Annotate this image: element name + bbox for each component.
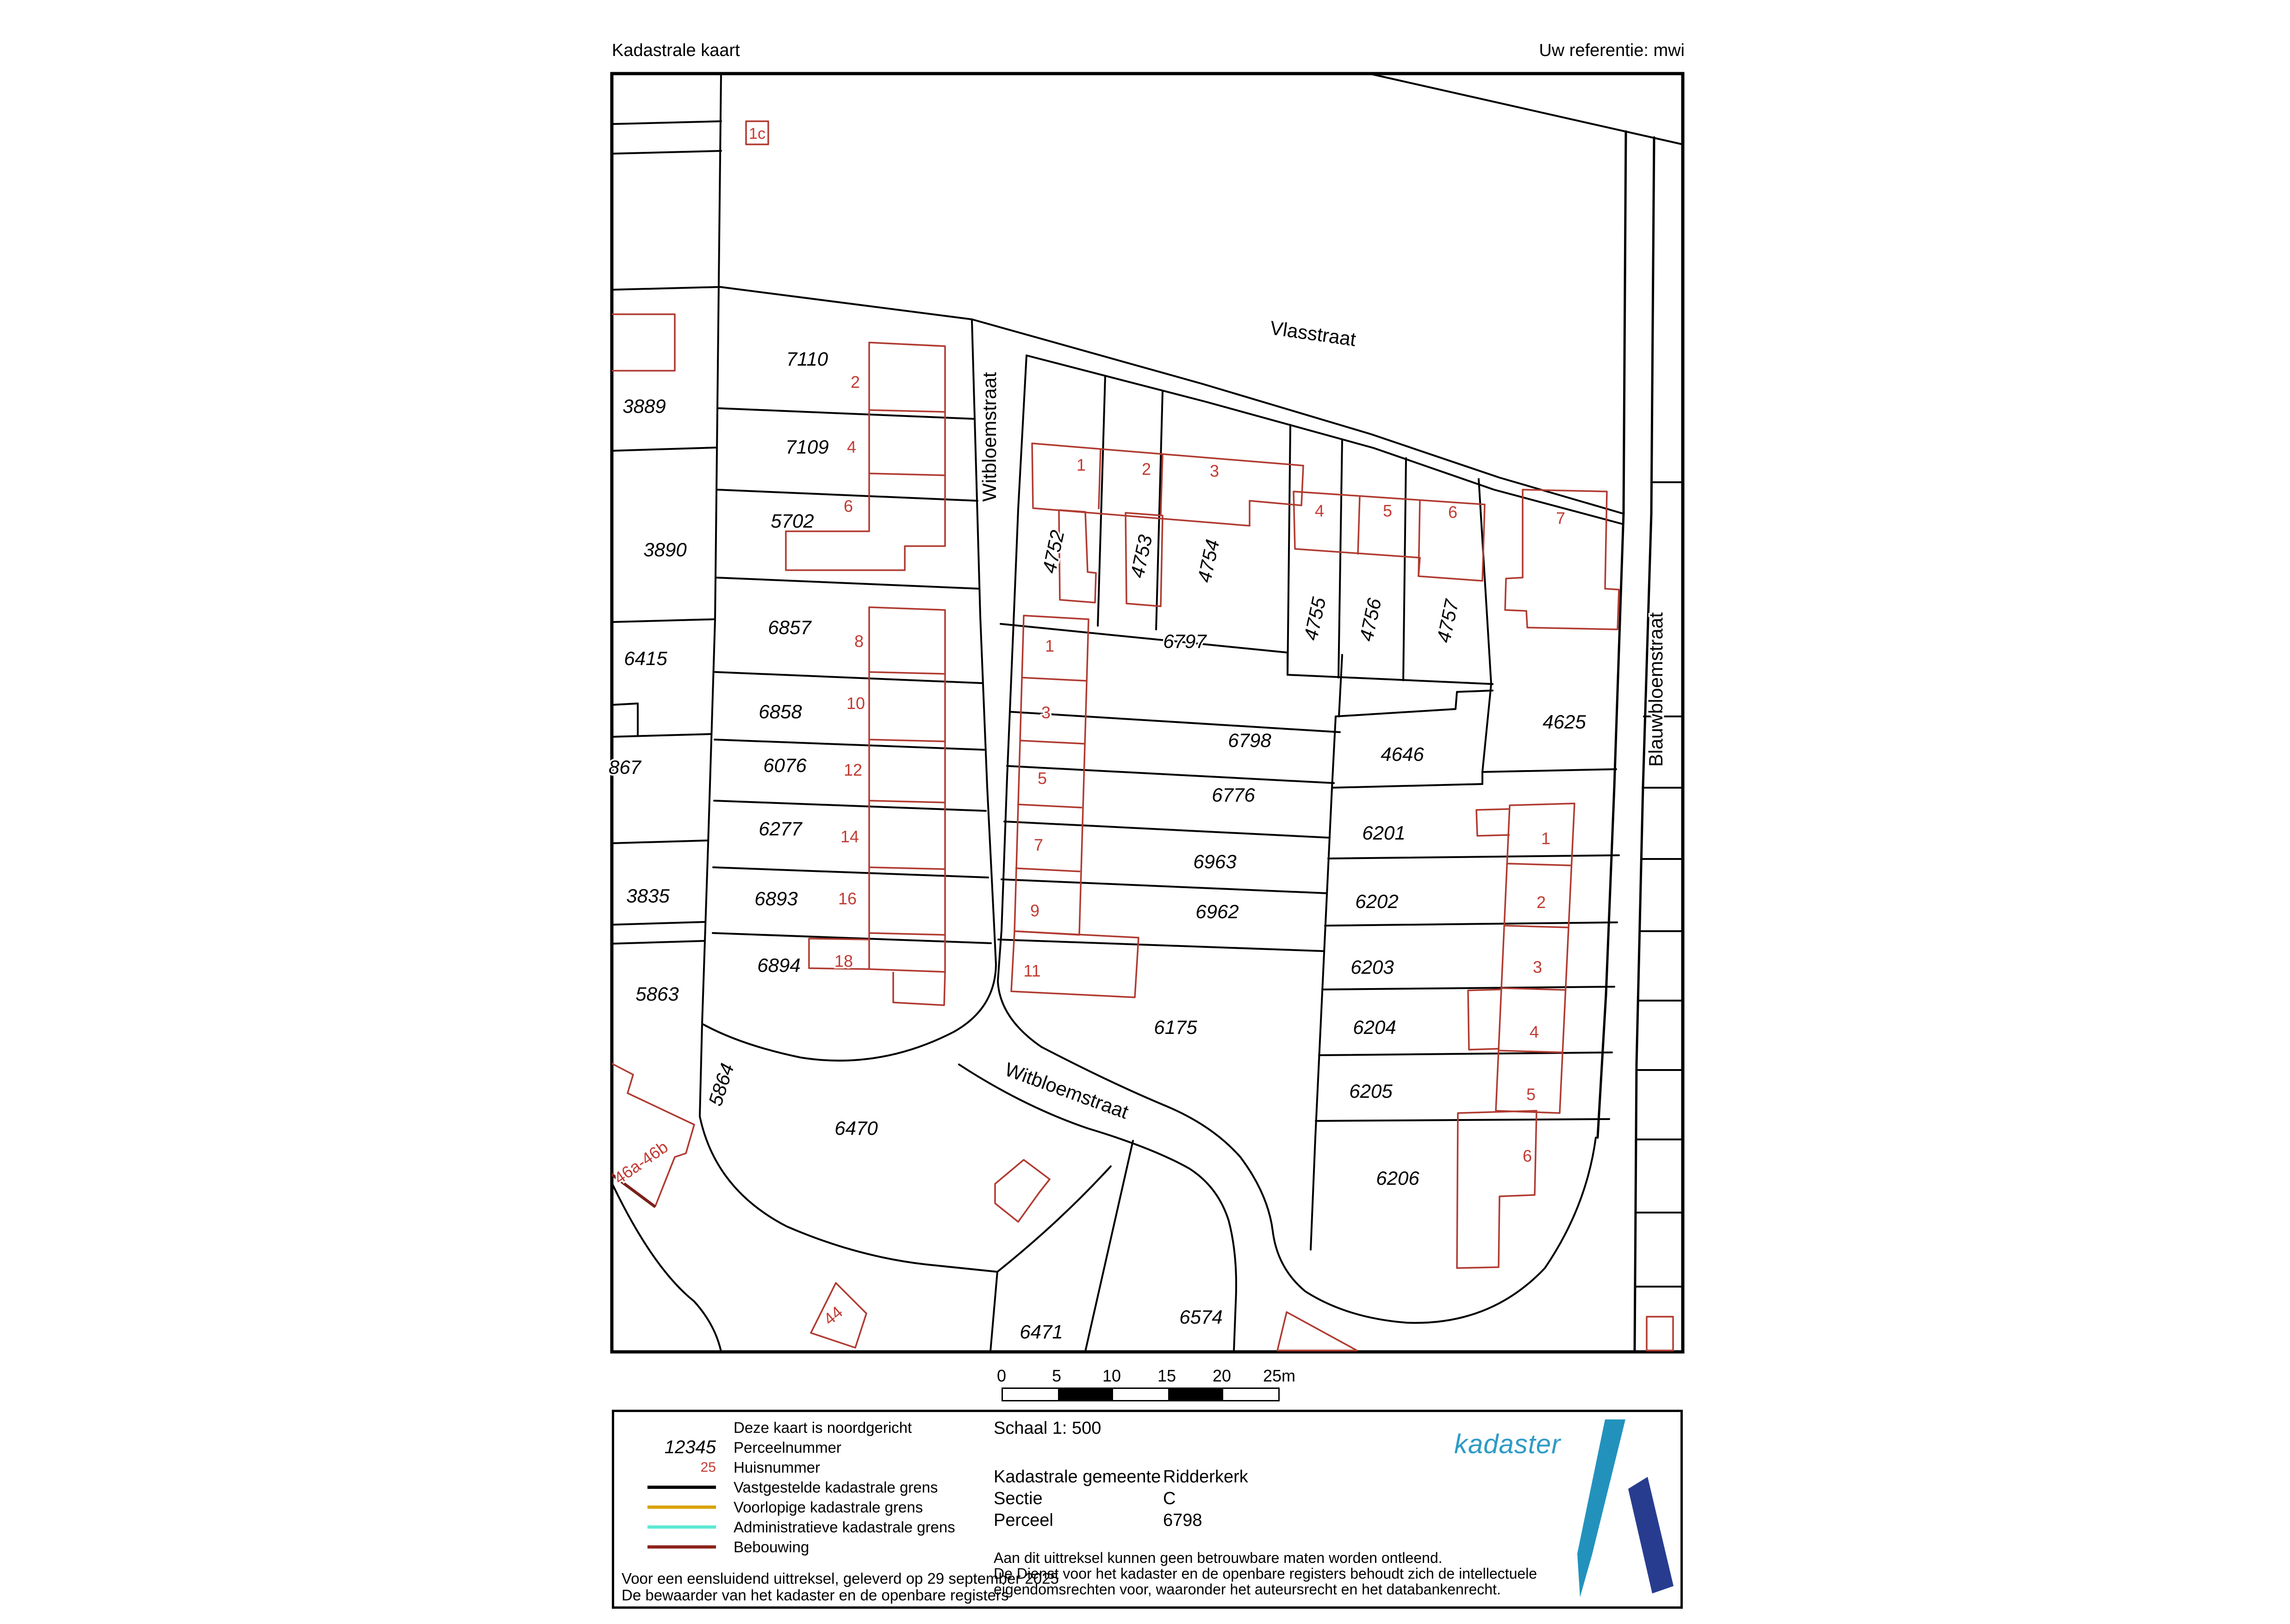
- house-number-label: 2: [1536, 893, 1546, 912]
- parcel-number-label: 4755: [1300, 595, 1330, 642]
- legend-item-label: Voorlopige kadastrale grens: [734, 1498, 923, 1516]
- house-number-label: 12: [843, 760, 863, 779]
- scale-segment: [1058, 1389, 1113, 1400]
- house-number-label: 5: [1526, 1085, 1536, 1104]
- legend-item: [647, 1477, 955, 1497]
- house-number-label: 46a-46b: [610, 1137, 672, 1188]
- parcel-number-label: 6776: [1212, 784, 1255, 806]
- info-value: 6798: [1163, 1511, 1202, 1530]
- scale-label: Schaal 1: 500: [994, 1419, 1101, 1438]
- house-number-label: 6: [1522, 1146, 1532, 1165]
- kadaster-logo: [1454, 1416, 1676, 1605]
- scale-tick-label: 20: [1212, 1366, 1232, 1385]
- house-number-label: 11: [1023, 961, 1041, 980]
- page-title: Kadastrale kaart: [612, 41, 740, 60]
- parcel-number-label: 5863: [635, 983, 679, 1005]
- parcel-number-label: 3835: [626, 885, 670, 907]
- reference-label: Uw referentie: mwi: [1539, 41, 1685, 60]
- parcel-number-label: 6893: [754, 888, 798, 909]
- parcel-number-label: 4757: [1432, 597, 1463, 645]
- parcel-number-label: 6076: [763, 754, 807, 776]
- house-number-label: 7: [1033, 835, 1044, 854]
- house-number-label: 4: [1314, 501, 1325, 520]
- house-number-label: 44: [820, 1302, 846, 1329]
- parcel-number-label: 6205: [1349, 1080, 1393, 1102]
- house-number-label: 1: [1541, 829, 1551, 848]
- legend: [647, 1418, 955, 1557]
- info-label: Perceel: [994, 1511, 1053, 1530]
- parcel-number-label: 4752: [1038, 528, 1069, 575]
- disclaimer-line: Aan dit uittreksel kunnen geen betrouwbare maten worden ontleend.: [994, 1549, 1443, 1566]
- scale-bar-ticks: [996, 1366, 1296, 1388]
- parcel-number-label: 4625: [1543, 711, 1586, 733]
- parcel-number-label: 6470: [834, 1117, 878, 1139]
- parcel-number-label: 6277: [759, 818, 802, 840]
- parcel-number-label: 6858: [759, 701, 802, 722]
- scale-bar: [996, 1366, 1296, 1401]
- info-label: Kadastrale gemeente: [994, 1467, 1161, 1487]
- house-number-label: 2: [850, 373, 860, 392]
- parcel-number-label: 4754: [1193, 537, 1224, 585]
- parcel-number-label: 3889: [622, 395, 666, 417]
- scale-tick-label: 5: [1052, 1366, 1062, 1385]
- parcel-number-label: 6206: [1376, 1167, 1419, 1189]
- parcel-number-label: 6894: [757, 954, 801, 976]
- legend-line-bebouwing-swatch: [647, 1545, 716, 1549]
- house-number-label: 5: [1382, 501, 1393, 520]
- parcel-number-label: 6201: [1362, 822, 1406, 844]
- scale-segment: [1003, 1389, 1058, 1400]
- delivery-line: De bewaarder van het kadaster en de openbare registers: [622, 1587, 1009, 1604]
- street-name-label: Witbloemstraat: [978, 372, 1000, 502]
- parcel-number-label: 6797: [1163, 630, 1207, 652]
- parcel-number-label: 6857: [768, 616, 811, 638]
- legend-item-label: Administratieve kadastrale grens: [734, 1518, 955, 1536]
- info-value: Ridderkerk: [1163, 1467, 1248, 1487]
- parcel-number-label: 4756: [1355, 596, 1386, 643]
- legend-item-label: Bebouwing: [734, 1538, 809, 1556]
- legend-sample-house-sample: 25: [700, 1459, 716, 1475]
- house-number-label: 3: [1209, 461, 1220, 480]
- parcel-number-label: 4753: [1126, 533, 1157, 580]
- house-number-label: 3: [1532, 958, 1543, 977]
- street-name-label: Witbloemstraat: [1002, 1058, 1132, 1123]
- legend-line-voorlopig-swatch: [647, 1506, 716, 1509]
- legend-item-label: Perceelnummer: [734, 1438, 841, 1456]
- legend-line-vast-swatch: [647, 1486, 716, 1489]
- house-number-label: 2: [1141, 460, 1151, 479]
- house-number-label: 5: [1037, 769, 1047, 788]
- house-number-label: 1: [1045, 636, 1055, 655]
- parcel-number-label: 6574: [1179, 1306, 1223, 1328]
- building-outlines: [612, 121, 1673, 1350]
- north-note: Deze kaart is noordgericht: [734, 1419, 912, 1436]
- parcel-number-label: 7110: [786, 348, 828, 370]
- legend-item-label: Vastgestelde kadastrale grens: [734, 1478, 938, 1496]
- legend-item: [647, 1457, 955, 1477]
- house-number-label: 16: [838, 889, 857, 908]
- parcel-number-label: 6471: [1020, 1321, 1063, 1343]
- scale-tick-label: 10: [1102, 1366, 1121, 1385]
- map-info: [994, 1419, 1248, 1532]
- scale-tick-label: 0: [996, 1366, 1007, 1385]
- house-number-label: 1: [1076, 455, 1086, 474]
- house-number-label: 10: [846, 694, 865, 713]
- parcel-labels: [609, 348, 1586, 1343]
- legend-line-admin-swatch: [647, 1525, 716, 1529]
- house-number-label: 3: [1041, 703, 1051, 722]
- scale-bar-segments: [1002, 1388, 1280, 1401]
- legend-item: [647, 1497, 955, 1517]
- scale-tick-label: 25m: [1263, 1366, 1296, 1385]
- street-name-label: Vlasstraat: [1269, 317, 1357, 350]
- parcel-number-label: 5864: [704, 1060, 738, 1109]
- disclaimer-line: De Dienst voor het kadaster en de openbare registers behoudt zich de intellectuele: [994, 1565, 1537, 1582]
- scale-segment: [1113, 1389, 1168, 1400]
- parcel-number-label: 6963: [1193, 851, 1237, 872]
- scale-segment: [1168, 1389, 1223, 1400]
- kadaster-logo-text: kadaster: [1454, 1429, 1561, 1459]
- scale-segment: [1223, 1389, 1278, 1400]
- scale-tick-label: 15: [1157, 1366, 1176, 1385]
- parcel-number-label: 867: [608, 756, 641, 778]
- parcel-number-label: 4646: [1381, 743, 1424, 765]
- parcel-number-label: 5702: [771, 510, 814, 532]
- info-label: Sectie: [994, 1489, 1043, 1508]
- parcel-number-label: 6798: [1228, 729, 1271, 751]
- info-box: [612, 1410, 1683, 1609]
- parcel-number-label: 6202: [1355, 890, 1399, 912]
- legend-item: [647, 1437, 955, 1457]
- legend-item-label: Huisnummer: [734, 1458, 821, 1476]
- house-number-label: 9: [1030, 901, 1040, 920]
- boxed-house-number-label: 1c: [749, 125, 765, 143]
- parcel-number-label: 3890: [643, 539, 687, 560]
- house-number-label: 7: [1556, 509, 1566, 528]
- legend-sample-parcel-sample: 12345: [664, 1437, 716, 1457]
- house-number-label: 6: [1448, 503, 1458, 522]
- parcel-number-label: 6175: [1154, 1016, 1197, 1038]
- parcel-number-label: 6962: [1195, 901, 1239, 922]
- house-number-label: 14: [840, 827, 859, 846]
- house-number-labels: [610, 125, 1565, 1329]
- house-number-label: 4: [1529, 1022, 1539, 1041]
- house-number-label: 18: [834, 952, 853, 971]
- legend-item: [647, 1517, 955, 1537]
- legend-item: [647, 1537, 955, 1557]
- house-number-label: 4: [846, 437, 857, 456]
- parcel-number-label: 6203: [1350, 956, 1394, 978]
- street-name-label: Blauwbloemstraat: [1645, 612, 1667, 767]
- disclaimer-line: eigendomsrechten voor, waaronder het auteursrecht en het databankenrecht.: [994, 1581, 1501, 1598]
- parcel-number-label: 7109: [785, 436, 829, 458]
- delivery-line: Voor een eensluidend uittreksel, geleverd op 29 september 2025: [622, 1570, 1059, 1587]
- parcel-number-label: 6415: [624, 647, 667, 669]
- parcel-number-label: 6204: [1353, 1016, 1396, 1038]
- info-value: C: [1163, 1489, 1176, 1508]
- house-number-label: 6: [843, 497, 853, 516]
- house-number-label: 8: [854, 632, 864, 651]
- kadaster-logo-mark: [1564, 1416, 1678, 1601]
